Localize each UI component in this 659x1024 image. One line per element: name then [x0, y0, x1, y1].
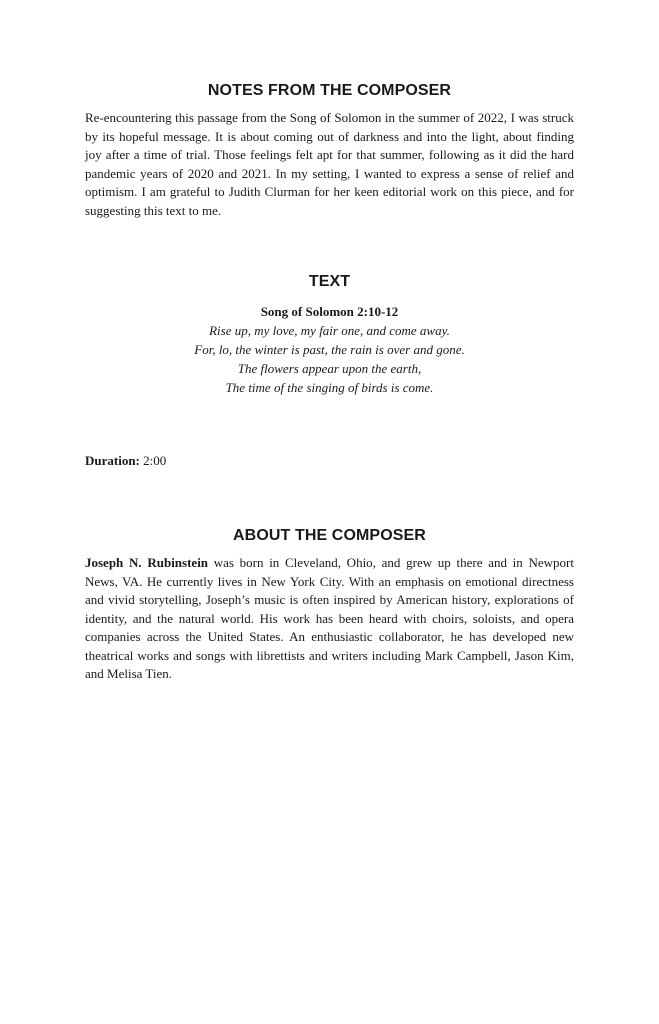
about-heading: ABOUT THE COMPOSER [233, 527, 426, 544]
scripture-reference: Song of Solomon 2:10-12 [260, 304, 399, 319]
duration-label: Duration: [85, 453, 140, 468]
about-paragraph [85, 554, 574, 684]
scripture-block [0, 303, 659, 397]
text-heading: TEXT [308, 273, 351, 290]
notes-paragraph: Re-encountering this passage from the Song of Solomon in the summer of 2022, I was struck by its hopeful message. It is about coming out of darkness and into the light, about finding joy after a time of trial. Those feelings felt apt for that summer, following as it did the hard pandemic years of 2020 and 2021. In my setting, I wanted to express a sense of relief and optimism. I am grateful to Judith Clurman for her keen editorial work on this piece, and for suggesting this text to me. [85, 110, 574, 218]
duration [85, 452, 166, 470]
verse-line: The time of the singing of birds is come. [225, 380, 434, 395]
verse-line: For, lo, the winter is past, the rain is over and gone. [194, 342, 465, 357]
composer-name: Joseph N. Rubinstein [85, 555, 209, 570]
verse-line: Rise up, my love, my fair one, and come away. [209, 323, 450, 338]
duration-value: 2:00 [143, 453, 167, 468]
notes-heading: NOTES FROM THE COMPOSER [207, 82, 452, 99]
verse-line: The flowers appear upon the earth, [237, 361, 422, 376]
about-text: was born in Cleveland, Ohio, and grew up there and in Newport News, VA. He currently lives in New York City. With an emphasis on emotional directness and vivid storytelling, Joseph’s music is often inspired by American history, explorations of identity, and the natural world. His work has been heard with choirs, soloists, and opera companies across the United States. An enthusiastic collaborator, he has developed new theatrical works and songs with librettists and writers including Mark Campbell, Jason Kim, and Melisa Tien. [85, 555, 574, 681]
